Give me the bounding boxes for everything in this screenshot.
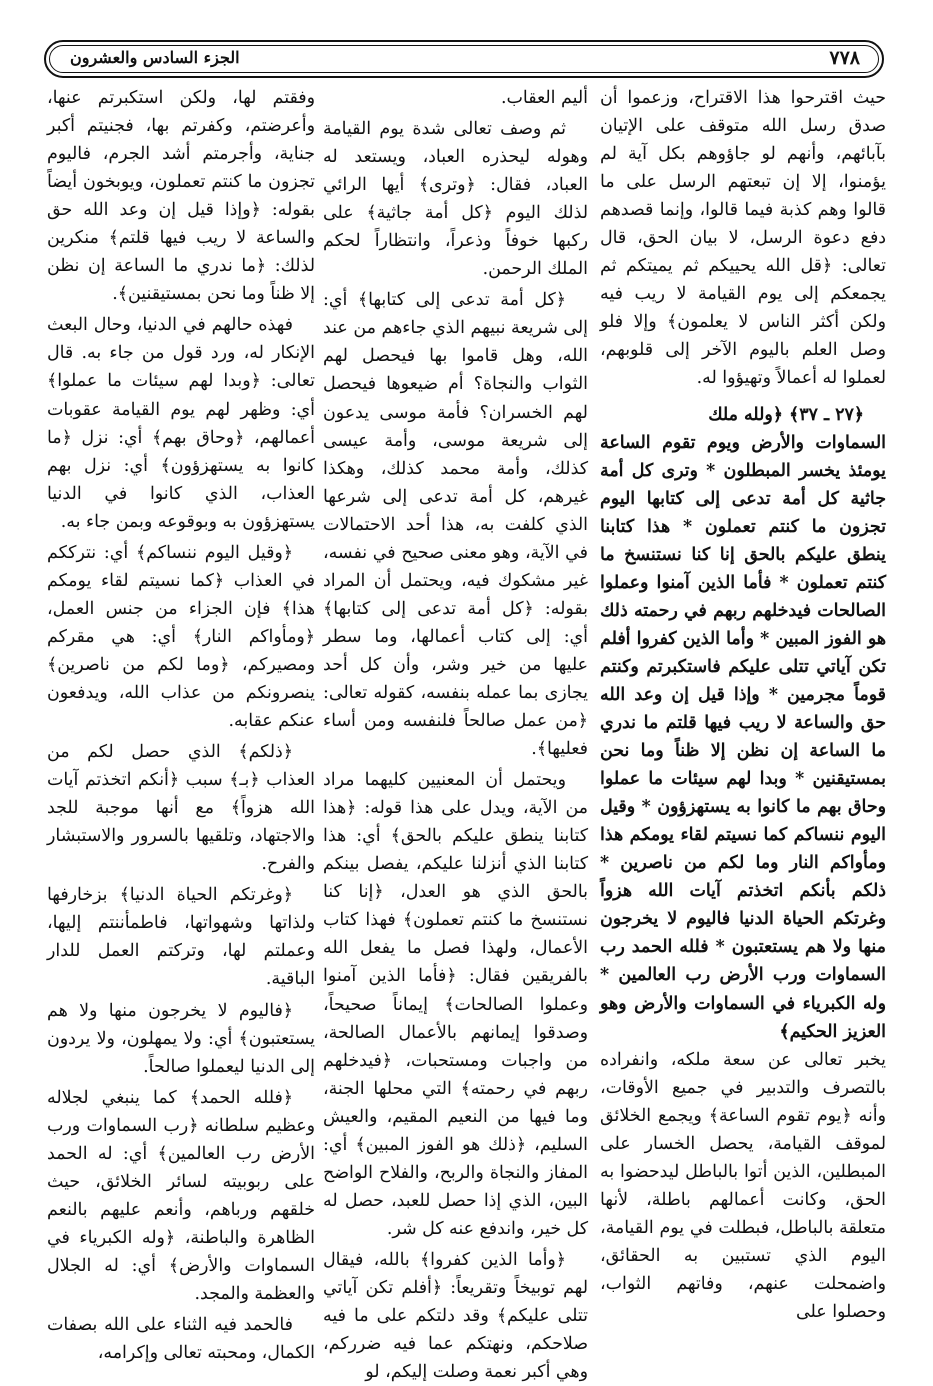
middle-column bbox=[323, 84, 588, 1383]
paragraph: ﴿ذلكم﴾ الذي حصل لكم من العذاب ﴿بـ﴾ سبب ﴿أنكم اتخذتم آيات الله هزواً﴾ مع أنها موجبة للجد والاجتهاد، وتلقيها بالسرور والاستبشار والفرح. bbox=[47, 742, 315, 875]
quran-verses: السماوات والأرض ويوم تقوم الساعة يومئذ يخسر المبطلون * وترى كل أمة جاثية كل أمة تدعى إلى كتابها اليوم تجزون ما كنتم تعملون * هذا كتابنا ينطق عليكم بالحق إنا كنا نستنسخ ما كنتم تعملون * فأما الذين آمنوا وعملوا الصالحات فيدخلهم ربهم في رحمته ذلك هو الفوز المبين * وأما الذين كفروا أفلم تكن آياتي تتلى عليكم فاستكبرتم وكنتم قوماً مجرمين * وإذا قيل إن وعد الله حق والساعة لا ريب فيها قلتم ما ندري ما الساعة إن نظن إلا ظناً وما نحن بمستيقنين * وبدا لهم سيئات ما عملوا وحاق بهم ما كانوا به يستهزؤون * وقيل اليوم ننساكم كما نسيتم لقاء يومكم هذا ومأواكم النار وما لكم من ناصرين * ذلكم بأنكم اتخذتم آيات الله هزواً وغرتكم الحياة الدنيا فاليوم لا يخرجون منها ولا هم يستعتبون * فلله الحمد رب السماوات ورب الأرض رب العالمين * وله الكبرياء في السماوات والأرض وهو العزيز الحكيم﴾ bbox=[600, 432, 886, 1042]
paragraph: أليم العقاب. bbox=[501, 88, 588, 108]
intro-paragraph: حيث اقترحوا هذا الاقتراح، وزعموا أن صدق رسل الله متوقف على الإتيان بآبائهم، وأنهم لو جاؤوهم بكل آية لم يؤمنوا، إلا إن تبعتهم الرسل على ما قالوا وهم كذبة فيما قالوا، وإنما قصدهم دفع دعوة الرسل، لا بيان الحق، قال تعالى: ﴿قل الله يحييكم ثم يميتكم ثم يجمعكم إلى يوم القيامة لا ريب فيه ولكن أكثر الناس لا يعلمون﴾ وإلا فلو وصل العلم باليوم الآخر إلى قلوبهم، لعملوا له أعمالاً وتهيؤوا له. bbox=[600, 88, 886, 389]
page-number: ٧٧٨ bbox=[829, 47, 860, 69]
paragraph: وفقتم لها، ولكن استكبرتم عنها، وأعرضتم، وكفرتم بها، فجنيتم أكبر جناية، وأجرمتم أشد الجرم، فاليوم تجزون ما كنتم تعملون، ويوبخون أيضاً بقوله: ﴿وإذا قيل إن وعد الله حق والساعة لا ريب فيها قلتم﴾ منكرين لذلك: ﴿ما ندري ما الساعة إن نظن إلا ظناً وما نحن بمستيقنين﴾. bbox=[47, 88, 315, 305]
left-column bbox=[47, 84, 315, 1368]
paragraph: ﴿وقيل اليوم ننساكم﴾ أي: نترككم في العذاب ﴿كما نسيتم لقاء يومكم هذا﴾ فإن الجزاء من جنس العمل، ﴿ومأواكم النار﴾ أي: هي مقركم ومصيركم، ﴿وما لكم من ناصرين﴾ ينصرونكم من عذاب الله، ويدفعون عنكم عقابه. bbox=[47, 542, 315, 732]
verses-heading: ﴿٢٧ ـ ٣٧﴾ ﴿ولله ملك bbox=[708, 404, 864, 425]
paragraph: ﴿وأما الذين كفروا﴾ بالله، فيقال لهم توبيخاً وتقريعاً: ﴿أفلم تكن آياتي تتلى عليكم﴾ وقد دلتكم على ما فيه صلاحكم، ونهتكم عما فيه ضرركم، وهي أكبر نعمة وصلت إليكم، لو bbox=[323, 1249, 588, 1383]
paragraph: ﴿كل أمة تدعى إلى كتابها﴾ أي: إلى شريعة نبيهم الذي جاءهم من عند الله، وهل قاموا بها فيحصل لهم الثواب والنجاة؟ أم ضيعوها فيحصل لهم الخسران؟ فأمة موسى يدعون إلى شريعة موسى، وأمة عيسى كذلك، وأمة محمد كذلك، وهكذا غيرهم، كل أمة تدعى إلى شرعها الذي كلفت به، هذا أحد الاحتمالات في الآية، وهو معنى صحيح في نفسه، غير مشكوك فيه، ويحتمل أن المراد بقوله: ﴿كل أمة تدعى إلى كتابها﴾ أي: إلى كتاب أعمالها، وما سطر عليها من خير وشر، وأن كل أحد يجازى بما عمله بنفسه، كقوله تعالى: ﴿من عمل صالحاً فلنفسه ومن أساء فعليها﴾. bbox=[323, 290, 588, 760]
paragraph: ويحتمل أن المعنيين كليهما مراد من الآية، ويدل على هذا قوله: ﴿هذا كتابنا ينطق عليكم بالحق﴾ أي: هذا كتابنا الذي أنزلنا عليكم، يفصل بينكم بالحق الذي هو العدل، ﴿إنا كنا نستنسخ ما كنتم تعملون﴾ فهذا كتاب الأعمال، ولهذا فصل ما يفعل الله بالفريقين فقال: ﴿فأما الذين آمنوا وعملوا الصالحات﴾ إيماناً صحيحاً، وصدقوا إيمانهم بالأعمال الصالحة، من واجبات ومستحبات، ﴿فيدخلهم ربهم في رحمته﴾ التي محلها الجنة، وما فيها من النعيم المقيم، والعيش السليم، ﴿ذلك هو الفوز المبين﴾ أي: المفاز والنجاة والربح، والفلاح الواضح البين، الذي إذا حصل للعبد، حصل له كل خير، واندفع عنه كل شر. bbox=[323, 770, 588, 1239]
right-column bbox=[600, 84, 886, 1368]
paragraph: ﴿فلله الحمد﴾ كما ينبغي لجلاله وعظيم سلطانه ﴿رب السماوات ورب الأرض رب العالمين﴾ أي: له الحمد على ربوبيته لسائر الخلائق، حيث خلقهم ورباهم، وأنعم عليهم بالنعم الظاهرة والباطنة، ﴿وله الكبرياء في السماوات والأرض﴾ أي: له الجلال والعظمة والمجد. bbox=[47, 1087, 315, 1304]
commentary-paragraph: يخبر تعالى عن سعة ملكه، وانفراده بالتصرف والتدبير في جميع الأوقات، وأنه ﴿يوم تقوم الساعة﴾ ويجمع الخلائق لموقف القيامة، يحصل الخسار على المبطلين، الذين أتوا بالباطل ليدحضوا به الحق، وكانت أعمالهم باطلة، لأنها متعلقة بالباطل، فبطلت في يوم القيامة، اليوم الذي تستبين به الحقائق، واضمحلت عنهم، وفاتهم الثواب، وحصلوا على bbox=[600, 1049, 886, 1323]
paragraph: فهذه حالهم في الدنيا، وحال البعث الإنكار له، ورد قول من جاء به. قال تعالى: ﴿وبدا لهم سيئات ما عملوا﴾ أي: وظهر لهم يوم القيامة عقوبات أعمالهم، ﴿وحاق بهم﴾ أي: نزل ﴿ما كانوا به يستهزؤون﴾ أي: نزل بهم العذاب، الذي كانوا في الدنيا يستهزؤون به وبوقوعه وبمن جاء به. bbox=[47, 315, 315, 532]
paragraph: فالحمد فيه الثناء على الله بصفات الكمال، ومحبته تعالى وإكرامه، bbox=[47, 1315, 315, 1364]
paragraph: ثم وصف تعالى شدة يوم القيامة وهوله ليحذره العباد، ويستعد له العباد، فقال: ﴿وترى﴾ أيها الرائي لذلك اليوم ﴿كل أمة جاثية﴾ على ركبها خوفاً وذعراً، وانتظاراً لحكم الملك الرحمن. bbox=[323, 119, 588, 280]
part-title: الجزء السادس والعشرون bbox=[70, 48, 240, 67]
paragraph: ﴿فاليوم لا يخرجون منها ولا هم يستعتبون﴾ أي: ولا يمهلون، ولا يردون إلى الدنيا ليعملوا صالحاً. bbox=[47, 1000, 315, 1077]
page-header bbox=[44, 40, 884, 78]
paragraph: ﴿وغرتكم الحياة الدنيا﴾ بزخارفها ولذاتها وشهواتها، فاطمأننتم إليها، وعملتم لها، وتركتم العمل للدار الباقية. bbox=[47, 885, 315, 990]
